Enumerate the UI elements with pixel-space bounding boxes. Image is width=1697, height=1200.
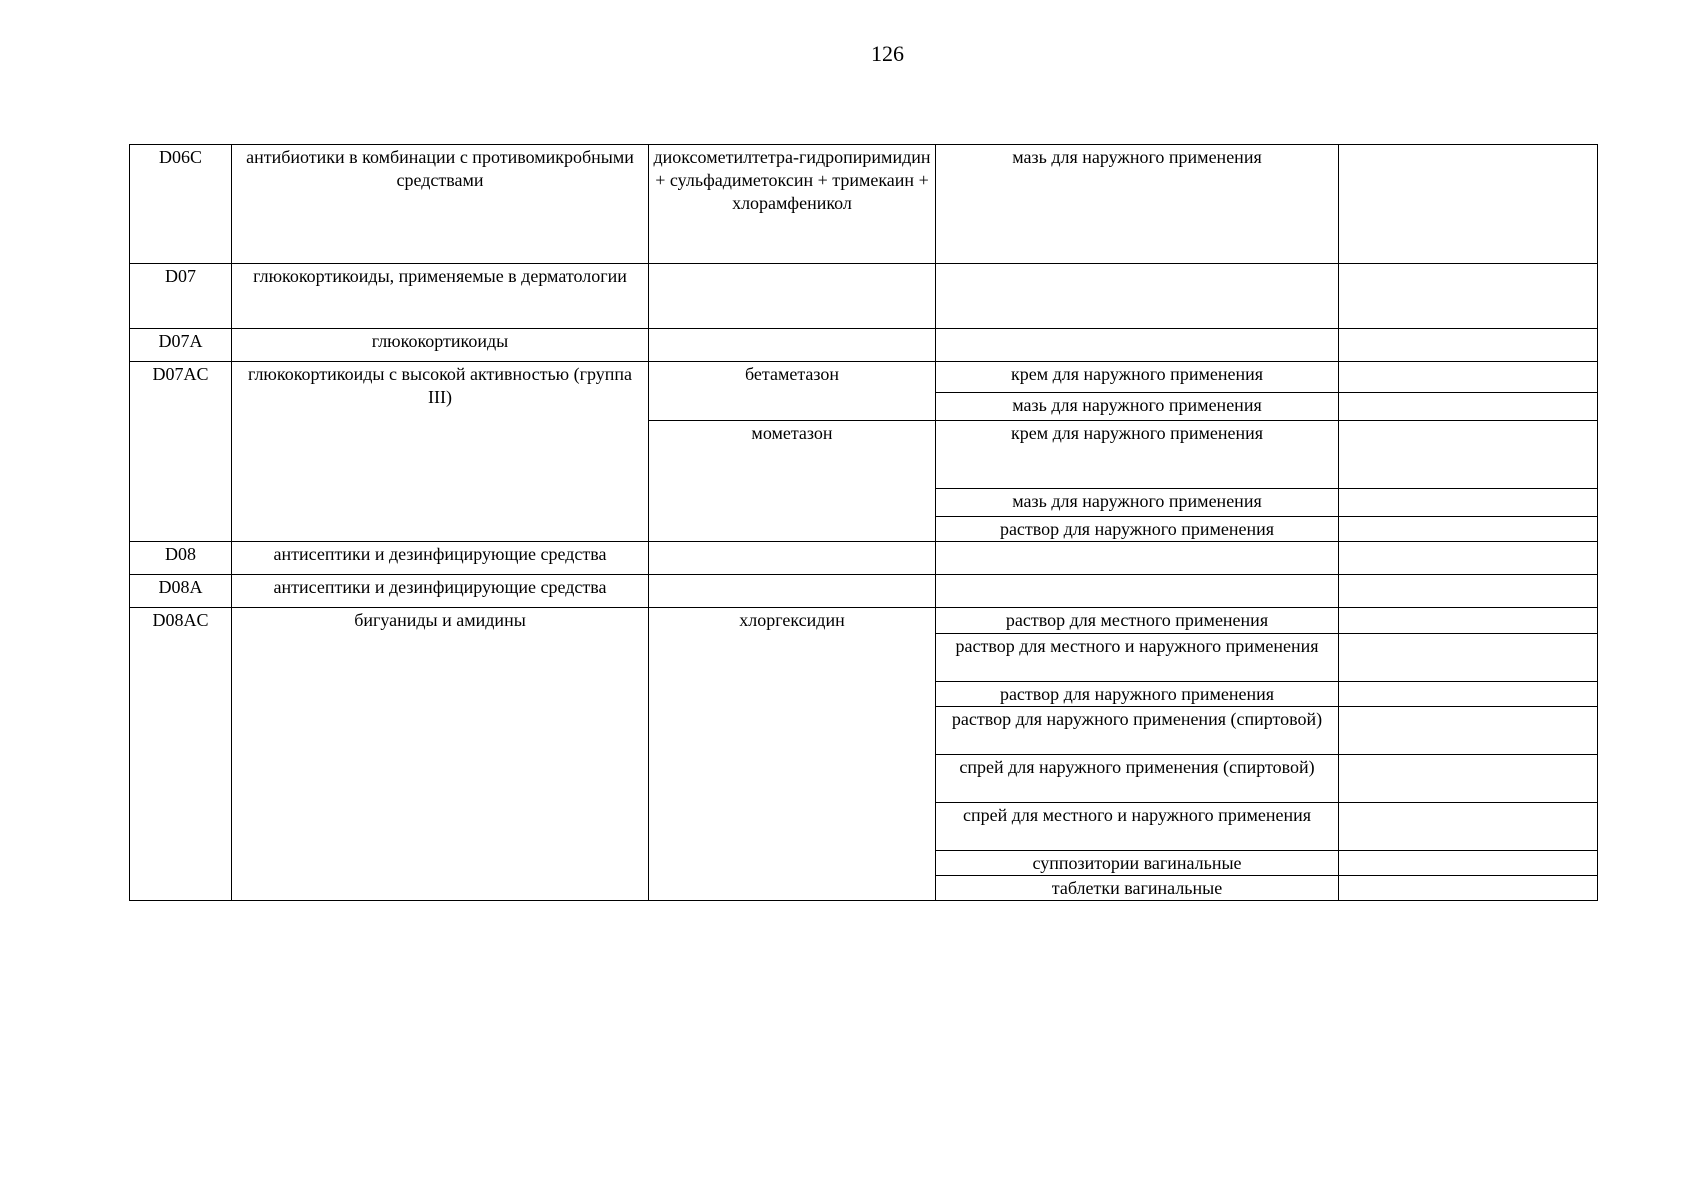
table-row	[130, 329, 1598, 362]
dosage-form-cell: раствор для наружного применения	[936, 517, 1339, 542]
empty-cell	[1339, 755, 1598, 803]
drug-name-cell: мометазон	[649, 421, 936, 542]
atc-code-cell: D07	[130, 264, 232, 329]
table-row	[130, 542, 1598, 575]
atc-code-cell: D07A	[130, 329, 232, 362]
table-row	[130, 362, 1598, 393]
dosage-form-cell: суппозитории вагинальные	[936, 851, 1339, 876]
group-name-cell: антисептики и дезинфицирующие средства	[232, 575, 649, 608]
drug-name-cell: диоксометилтетра-гидропиримидин + сульфадиметоксин + тримекаин + хлорамфеникол	[649, 145, 936, 264]
atc-code-cell: D06C	[130, 145, 232, 264]
empty-cell	[1339, 264, 1598, 329]
empty-cell	[1339, 707, 1598, 755]
empty-cell	[1339, 421, 1598, 489]
empty-cell	[1339, 393, 1598, 421]
drug-name-cell	[649, 264, 936, 329]
empty-cell	[1339, 517, 1598, 542]
drug-name-cell	[649, 542, 936, 575]
empty-cell	[1339, 362, 1598, 393]
atc-code-cell: D08	[130, 542, 232, 575]
dosage-form-cell: спрей для местного и наружного применения	[936, 803, 1339, 851]
dosage-form-cell: раствор для наружного применения	[936, 682, 1339, 707]
table-row	[130, 608, 1598, 634]
drug-name-cell	[649, 575, 936, 608]
empty-cell	[1339, 803, 1598, 851]
dosage-form-cell: мазь для наружного применения	[936, 489, 1339, 517]
dosage-form-cell: спрей для наружного применения (спиртовой)	[936, 755, 1339, 803]
table-row	[130, 575, 1598, 608]
atc-code-cell: D07AC	[130, 362, 232, 542]
table-row	[130, 145, 1598, 264]
group-name-cell: глюкокортикоиды, применяемые в дерматологии	[232, 264, 649, 329]
empty-cell	[1339, 682, 1598, 707]
drug-name-cell: хлоргексидин	[649, 608, 936, 901]
drug-name-cell: бетаметазон	[649, 362, 936, 421]
empty-cell	[1339, 608, 1598, 634]
dosage-form-cell	[936, 329, 1339, 362]
atc-code-cell: D08A	[130, 575, 232, 608]
group-name-cell: бигуаниды и амидины	[232, 608, 649, 901]
drug-name-cell	[649, 329, 936, 362]
group-name-cell: антисептики и дезинфицирующие средства	[232, 542, 649, 575]
dosage-form-cell	[936, 575, 1339, 608]
table-row	[130, 264, 1598, 329]
group-name-cell: глюкокортикоиды с высокой активностью (группа III)	[232, 362, 649, 542]
group-name-cell: глюкокортикоиды	[232, 329, 649, 362]
dosage-form-cell: раствор для наружного применения (спиртовой)	[936, 707, 1339, 755]
dosage-form-cell	[936, 264, 1339, 329]
empty-cell	[1339, 575, 1598, 608]
dosage-form-cell: мазь для наружного применения	[936, 145, 1339, 264]
atc-code-cell: D08AC	[130, 608, 232, 901]
empty-cell	[1339, 329, 1598, 362]
group-name-cell: антибиотики в комбинации с противомикробными средствами	[232, 145, 649, 264]
empty-cell	[1339, 542, 1598, 575]
dosage-form-cell: таблетки вагинальные	[936, 876, 1339, 901]
dosage-form-cell: раствор для местного и наружного применения	[936, 634, 1339, 682]
dosage-form-cell	[936, 542, 1339, 575]
dosage-form-cell: мазь для наружного применения	[936, 393, 1339, 421]
empty-cell	[1339, 145, 1598, 264]
dosage-form-cell: крем для наружного применения	[936, 362, 1339, 393]
dosage-form-cell: крем для наружного применения	[936, 421, 1339, 489]
empty-cell	[1339, 851, 1598, 876]
empty-cell	[1339, 876, 1598, 901]
drug-list-table	[129, 144, 1598, 901]
dosage-form-cell: раствор для местного применения	[936, 608, 1339, 634]
empty-cell	[1339, 634, 1598, 682]
empty-cell	[1339, 489, 1598, 517]
page-number: 126	[871, 41, 904, 66]
